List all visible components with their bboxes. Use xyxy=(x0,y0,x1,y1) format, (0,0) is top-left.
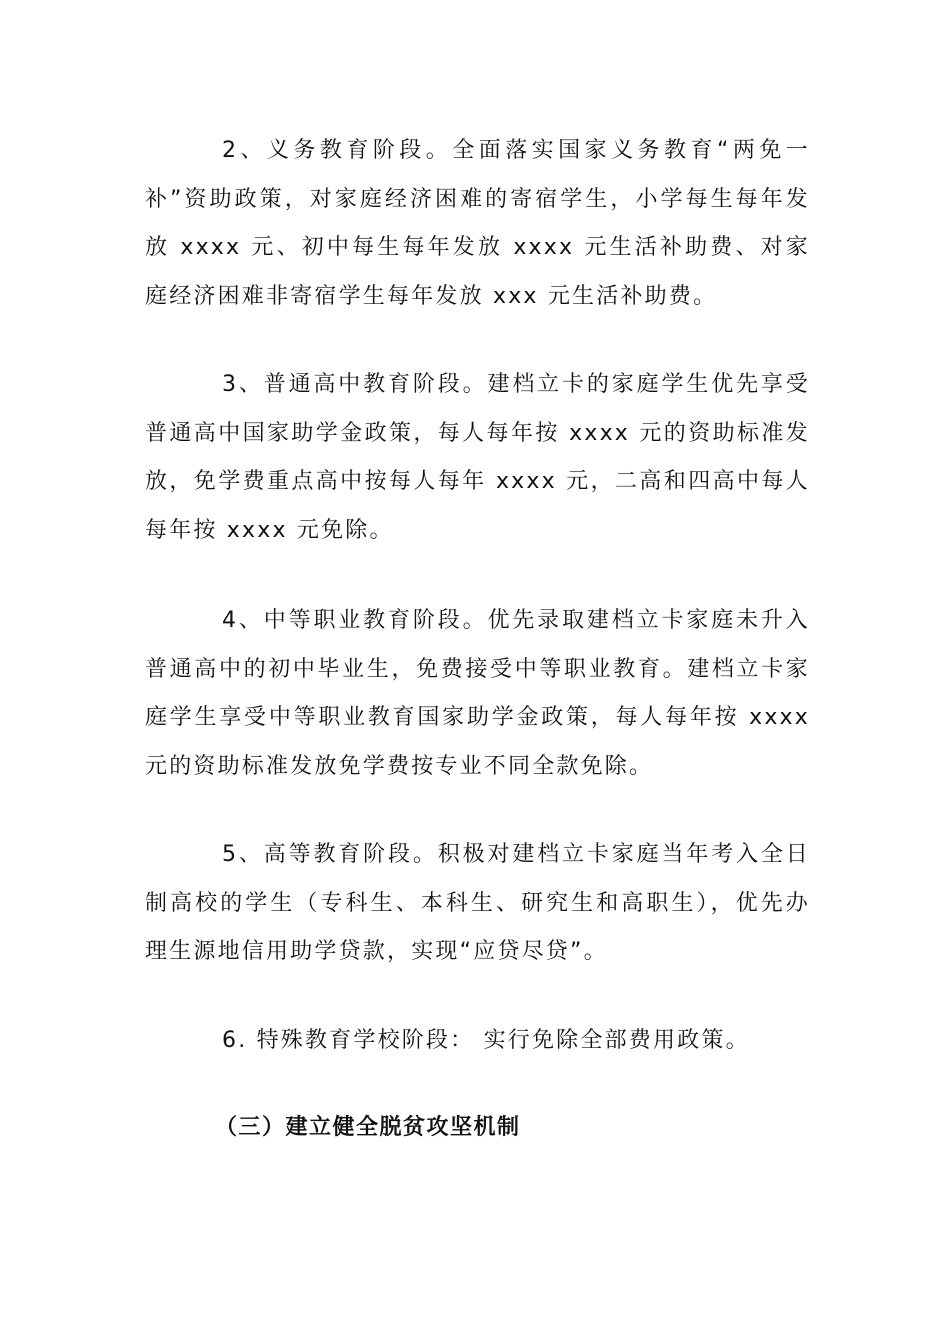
paragraph-senior-high-education: 3、普通高中教育阶段。建档立卡的家庭学生优先享受普通高中国家助学金政策，每人每年按 xxxx 元的资助标准发放，免学费重点高中按每人每年 xxxx 元，二高和四高中每人每年按 xxxx 元免除。 xyxy=(145,372,810,543)
section-heading: （三）建立健全脱贫攻坚机制 xyxy=(215,1115,521,1140)
paragraph-special-education: 6. 特殊教育学校阶段： 实行免除全部费用政策。 xyxy=(222,1028,750,1053)
paragraph-vocational-education: 4、中等职业教育阶段。优先录取建档立卡家庭未升入普通高中的初中毕业生，免费接受中等职业教育。建档立卡家庭学生享受中等职业教育国家助学金政策，每人每年按 xxxx 元的资助标准发放免学费按专业不同全款免除。 xyxy=(145,608,810,779)
paragraph-higher-education: 5、高等教育阶段。积极对建档立卡家庭当年考入全日制高校的学生（专科生、本科生、研究生和高职生），优先办理生源地信用助学贷款，实现“应贷尽贷”。 xyxy=(145,842,810,964)
paragraph-compulsory-education: 2、义务教育阶段。全面落实国家义务教育“两免一补”资助政策，对家庭经济困难的寄宿学生，小学每生每年发放 xxxx 元、初中每生每年发放 xxxx 元生活补助费、对家庭经济困难非寄宿学生每年发放 xxx 元生活补助费。 xyxy=(145,138,810,309)
